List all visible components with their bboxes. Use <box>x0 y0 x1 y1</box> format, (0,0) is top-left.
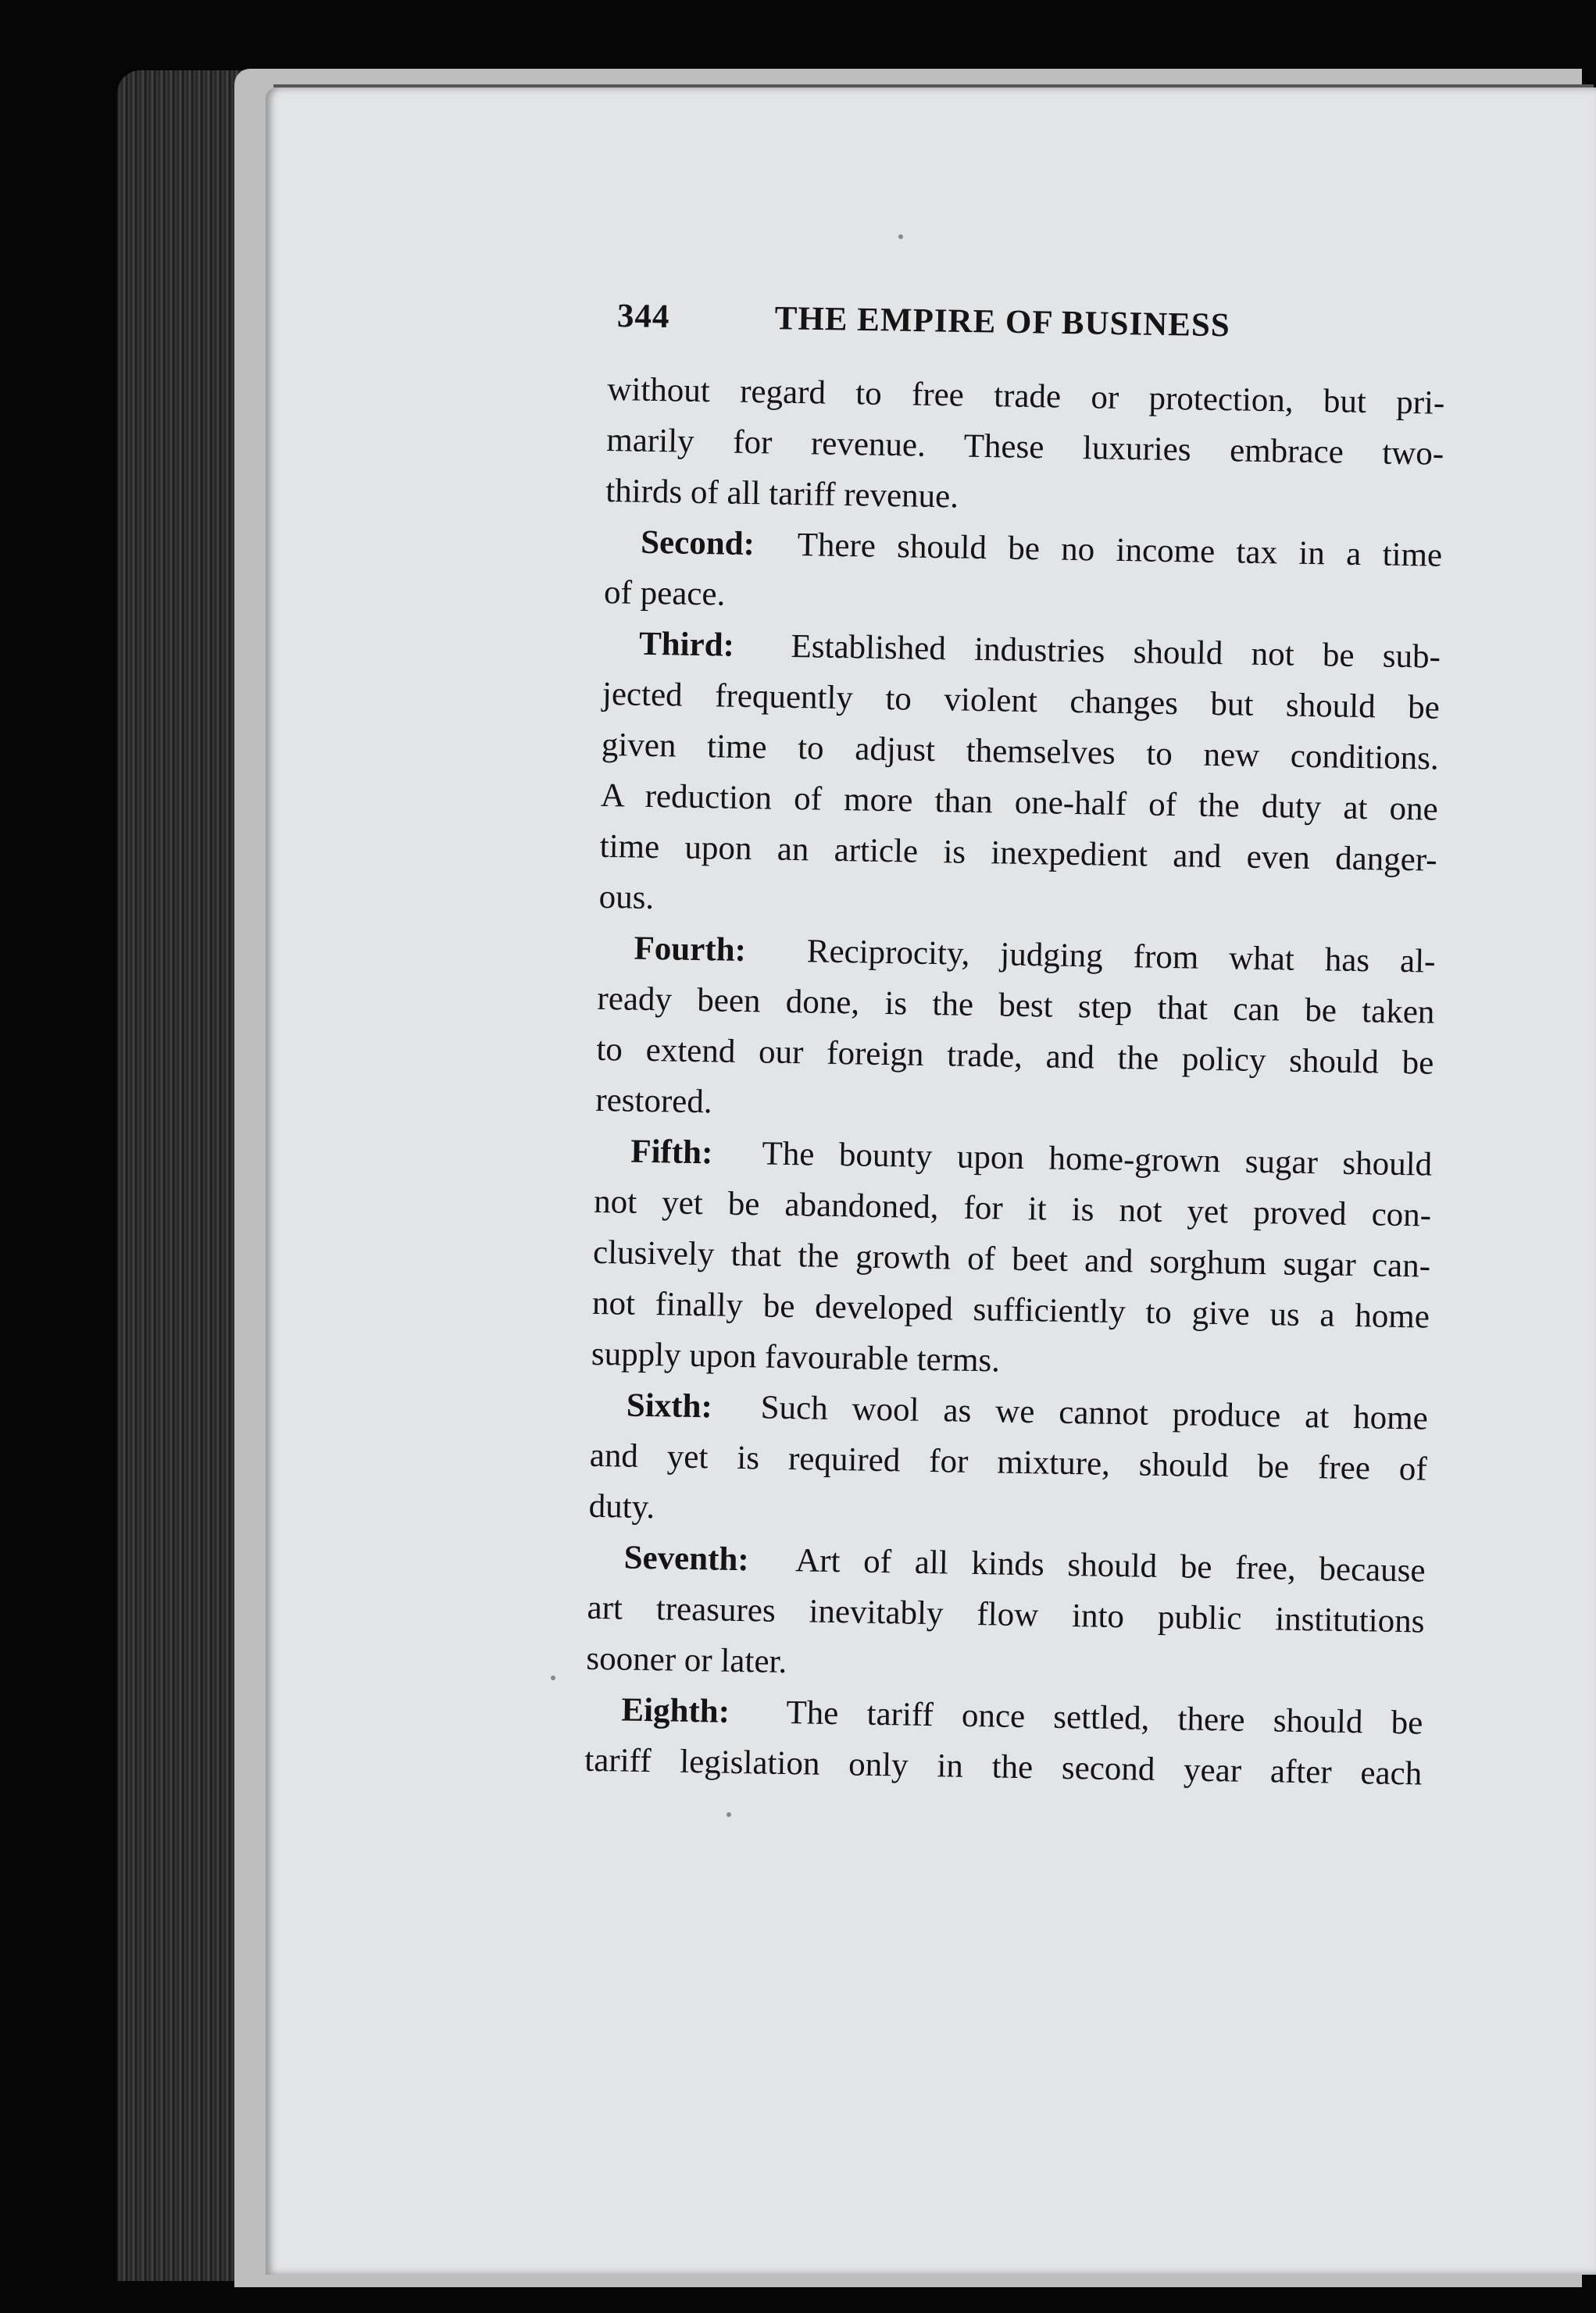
text-line: ready been done, is the best step that can be taken <box>597 980 1435 1031</box>
text-line: supply upon favourable terms. <box>591 1335 1001 1380</box>
paragraph-sixth <box>588 1380 1428 1546</box>
paragraph-seventh <box>586 1532 1426 1698</box>
running-title: THE EMPIRE OF BUSINESS <box>774 300 1231 344</box>
paragraph-label: Fifth: <box>630 1133 713 1172</box>
dust-speck <box>727 1812 731 1817</box>
text-run: The tariff once settled, there should be <box>786 1694 1423 1742</box>
text-line: time upon an article is inexpedient and even danger- <box>599 827 1438 879</box>
text-line: to extend our foreign trade, and the policy should be <box>596 1030 1434 1082</box>
text-line: ous. <box>598 878 655 917</box>
dust-speck <box>898 234 903 239</box>
text-line: tariff legislation only in the second year after each <box>584 1741 1423 1793</box>
paragraph-fifth <box>591 1126 1432 1394</box>
paragraph-label: Eighth: <box>621 1691 730 1730</box>
text-run: Established industries should not be sub- <box>791 627 1441 676</box>
page-number: 344 <box>616 298 670 336</box>
text-line: A reduction of more than one-half of the duty at one <box>600 776 1439 828</box>
text-run: There should be no income tax in a time <box>797 526 1443 574</box>
text-line: restored. <box>594 1081 712 1121</box>
text-line: marily for revenue. These luxuries embrace two- <box>605 421 1444 473</box>
paragraph-continuation <box>605 364 1445 530</box>
text-run: The bounty upon home-grown sugar should <box>762 1135 1433 1183</box>
text-line: thirds of all tariff revenue. <box>605 472 959 516</box>
paragraph-eighth <box>584 1684 1423 1800</box>
paragraph-fourth <box>595 923 1436 1140</box>
dust-speck <box>551 1676 555 1680</box>
page-top-edge <box>273 84 1594 87</box>
text-run: Such wool as we cannot produce at home <box>760 1389 1429 1437</box>
paragraph-label: Fourth: <box>634 930 747 969</box>
text-line: without regard to free trade or protection, but pri- <box>607 370 1445 422</box>
text-run: Art of all kinds should be free, because <box>794 1542 1426 1590</box>
text-line: of peace. <box>603 573 726 613</box>
paragraph-label: Sixth: <box>626 1387 713 1426</box>
text-line: and yet is required for mixture, should be free of <box>589 1437 1428 1488</box>
paragraph-second <box>604 516 1443 632</box>
body-text <box>584 364 1445 1800</box>
text-line: given time to adjust themselves to new conditions. <box>601 726 1440 777</box>
paragraph-label: Second: <box>640 523 755 563</box>
paragraph-label: Third: <box>638 625 735 664</box>
text-line: clusively that the growth of beet and sorghum sugar can- <box>592 1233 1431 1285</box>
text-line: not finally be developed sufficiently to give us a home <box>591 1284 1430 1336</box>
paragraph-third <box>598 618 1441 937</box>
text-line: jected frequently to violent changes but should be <box>602 675 1441 726</box>
text-run: Reciprocity, judging from what has al- <box>806 933 1436 980</box>
paragraph-label: Seventh: <box>623 1539 750 1579</box>
text-line: not yet be abandoned, for it is not yet proved con- <box>593 1183 1432 1234</box>
text-line: art treasures inevitably flow into public institutions <box>587 1589 1425 1640</box>
text-line: sooner or later. <box>586 1640 787 1681</box>
text-line: duty. <box>588 1487 655 1526</box>
